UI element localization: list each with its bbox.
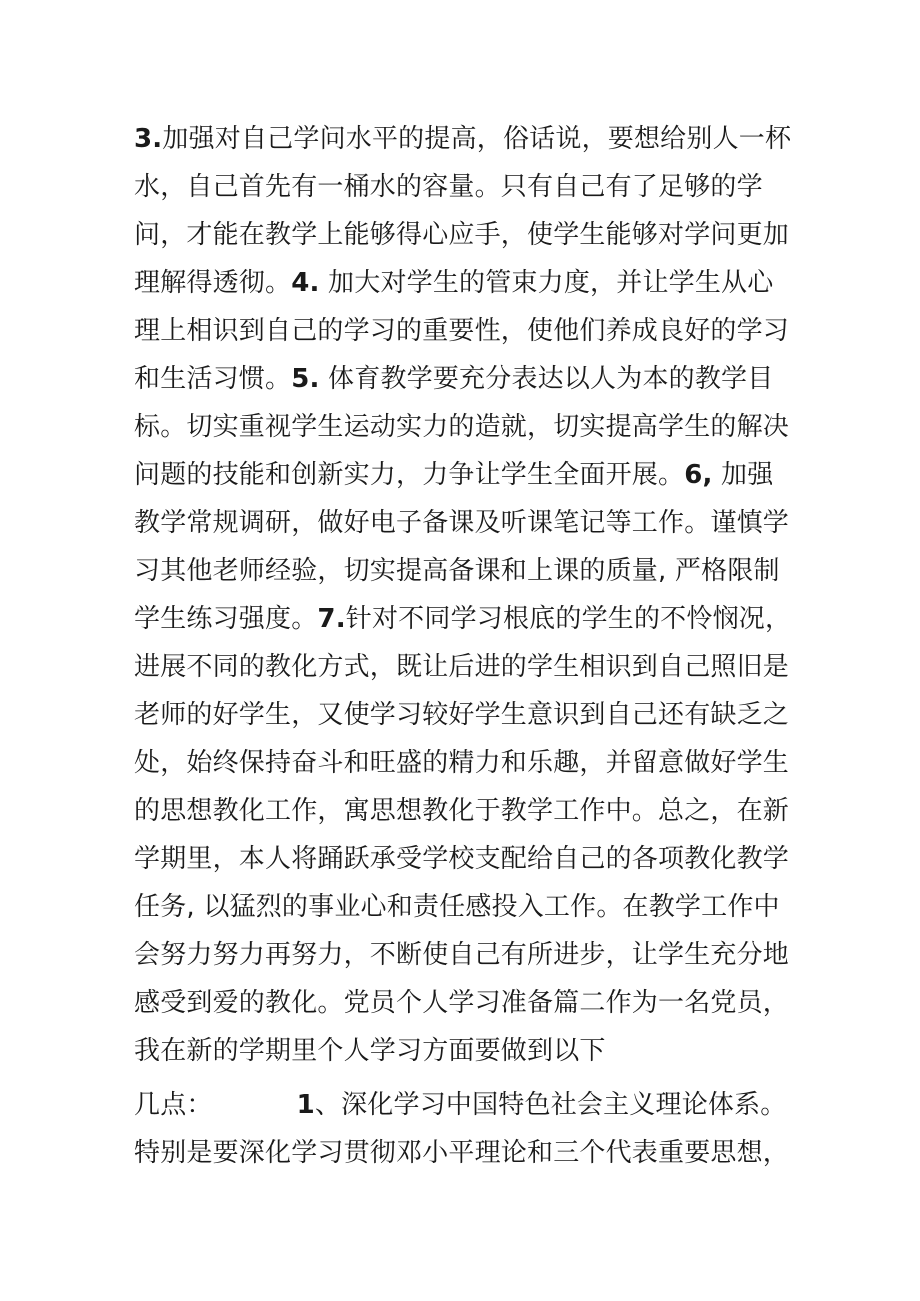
document-body bbox=[134, 115, 794, 1177]
text-line: 的思想教化工作，寓思想教化于教学工作中。总之，在新 bbox=[134, 796, 790, 826]
text-line: 老师的好学生，又使学习较好学生意识到自己还有缺乏之 bbox=[134, 700, 790, 730]
text-line: 教学常规调研，做好电子备课及听课笔记等工作。谨慎学 bbox=[134, 508, 790, 538]
text-line: 我在新的学期里个人学习方面要做到以下 bbox=[134, 1036, 606, 1066]
text-line: 问题的技能和创新实力，力争让学生全面开展。6, 加强 bbox=[134, 460, 774, 490]
text-line: 3.加强对自己学问水平的提高，俗话说，要想给别人一杯 bbox=[134, 124, 792, 154]
text-line: 理上相识到自己的学习的重要性，使他们养成良好的学习 bbox=[134, 316, 790, 346]
point-lead: 几点： bbox=[134, 1090, 213, 1120]
text-line: 学期里，本人将踊跃承受学校支配给自己的各项教化教学 bbox=[134, 844, 790, 874]
text-line: 水，自己首先有一桶水的容量。只有自己有了足够的学 bbox=[134, 172, 763, 202]
text-line: 问，才能在教学上能够得心应手，使学生能够对学问更加 bbox=[134, 220, 790, 250]
text-line: 学生练习强度。7.针对不同学习根底的学生的不怜悯况， bbox=[134, 604, 792, 634]
text-line: 感受到爱的教化。党员个人学习准备篇二作为一名党员， bbox=[134, 988, 790, 1018]
text-line: 和生活习惯。5. 体育教学要充分表达以人为本的教学目 bbox=[134, 364, 774, 394]
text-line: 进展不同的教化方式，既让后进的学生相识到自己照旧是 bbox=[134, 652, 790, 682]
point-number: 1 bbox=[296, 1090, 315, 1120]
text-line: 任务, 以猛烈的事业心和责任感投入工作。在教学工作中 bbox=[134, 892, 780, 922]
text-line: 处，始终保持奋斗和旺盛的精力和乐趣，并留意做好学生 bbox=[134, 748, 790, 778]
text-line: 会努力努力再努力，不断使自己有所进步，让学生充分地 bbox=[134, 940, 790, 970]
text-line: 习其他老师经验，切实提高备课和上课的质量, 严格限制 bbox=[134, 556, 780, 586]
text-line: 标。切实重视学生运动实力的造就，切实提高学生的解决 bbox=[134, 412, 790, 442]
point-text: 、深化学习中国特色社会主义理论体系。 bbox=[314, 1090, 787, 1120]
text-line: 特别是要深化学习贯彻邓小平理论和三个代表重要思想， bbox=[134, 1138, 790, 1168]
point-line bbox=[134, 1081, 794, 1129]
text-line: 理解得透彻。4. 加大对学生的管束力度，并让学生从心 bbox=[134, 268, 774, 298]
